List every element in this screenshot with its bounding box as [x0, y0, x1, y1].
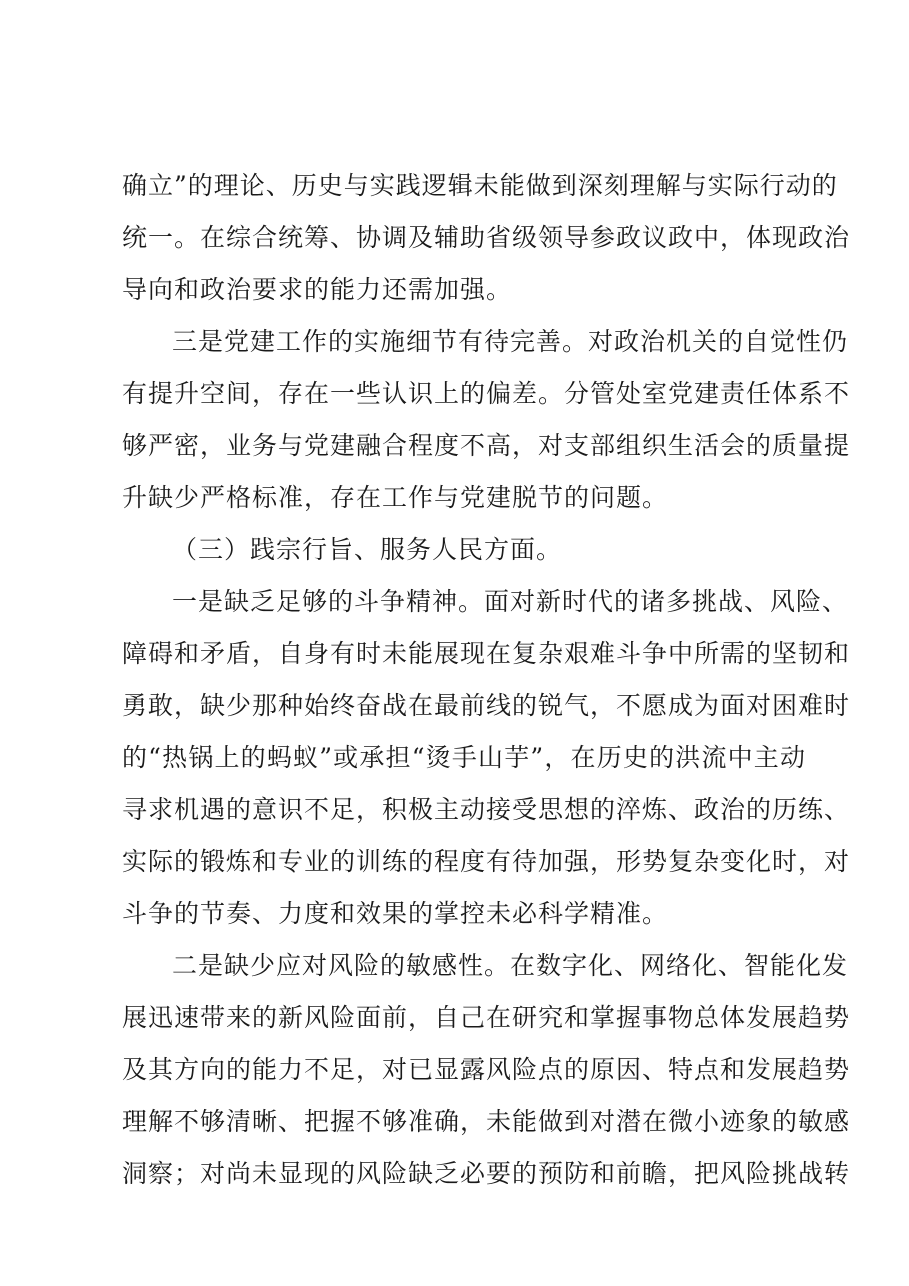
section-heading: （三）践宗行旨、服务人民方面。: [172, 535, 563, 564]
paragraph-line: 确立”的理论、历史与实践逻辑未能做到深刻理解与实际行动的: [122, 171, 838, 200]
paragraph-line: 理解不够清晰、把握不够准确，未能做到对潜在微小迹象的敏感: [122, 1107, 851, 1136]
paragraph-line: 洞察；对尚未显现的风险缺乏必要的预防和前瞻，把风险挑战转: [122, 1159, 851, 1188]
paragraph-line: 实际的锻炼和专业的训练的程度有待加强，形势复杂变化时，对: [122, 847, 851, 876]
paragraph-line: 及其方向的能力不足，对已显露风险点的原因、特点和发展趋势: [122, 1055, 851, 1084]
paragraph-line: 升缺少严格标准，存在工作与党建脱节的问题。: [122, 483, 669, 512]
paragraph-line: 一是缺乏足够的斗争精神。面对新时代的诸多挑战、风险、: [172, 587, 849, 616]
paragraph-line: 展迅速带来的新风险面前，自己在研究和掌握事物总体发展趋势: [122, 1003, 851, 1032]
paragraph-line: 够严密，业务与党建融合程度不高，对支部组织生活会的质量提: [122, 431, 851, 460]
paragraph-line: 有提升空间，存在一些认识上的偏差。分管处室党建责任体系不: [122, 379, 851, 408]
paragraph-line: 三是党建工作的实施细节有待完善。对政治机关的自觉性仍: [172, 327, 849, 356]
paragraph-line: 导向和政治要求的能力还需加强。: [122, 275, 513, 304]
paragraph-line: 寻求机遇的意识不足，积极主动接受思想的淬炼、政治的历练、: [122, 795, 851, 824]
paragraph-line: 的“热锅上的蚂蚁”或承担“烫手山芋”，在历史的洪流中主动: [122, 743, 806, 772]
paragraph-line: 障碍和矛盾，自身有时未能展现在复杂艰难斗争中所需的坚韧和: [122, 639, 851, 668]
paragraph-line: 二是缺少应对风险的敏感性。在数字化、网络化、智能化发: [172, 951, 849, 980]
paragraph-line: 斗争的节奏、力度和效果的掌控未必科学精准。: [122, 899, 669, 928]
document-body: [122, 160, 851, 1200]
paragraph-line: 统一。在综合统筹、协调及辅助省级领导参政议政中，体现政治: [122, 223, 851, 252]
paragraph-line: 勇敢，缺少那种始终奋战在最前线的锐气，不愿成为面对困难时: [122, 691, 851, 720]
